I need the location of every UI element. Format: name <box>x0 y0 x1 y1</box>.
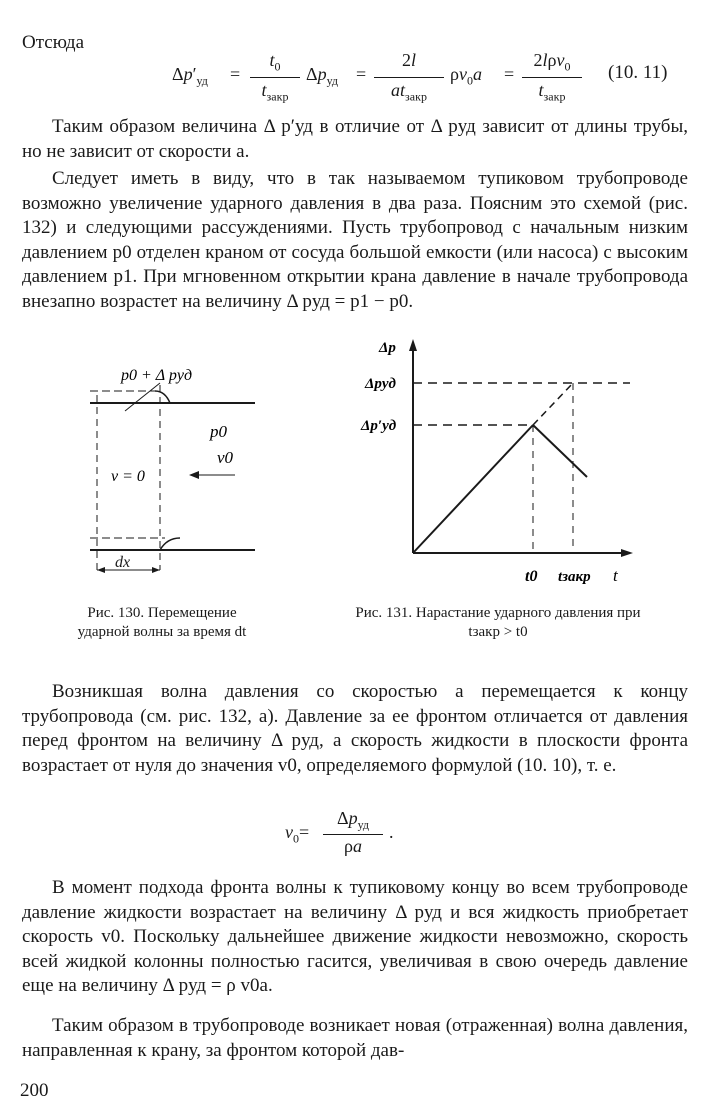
fig131-rise-line <box>413 425 533 553</box>
fig131-x-tick-t0: t0 <box>525 568 538 585</box>
fig130-top-front <box>155 391 170 403</box>
equation-10-11: $\Delta p'_{уд}$ = $t_0$ $t_{закр}$ $\Delta p_{уд}$ = 2l $at_{закр}$ $\rho v_0a$ = 2lρv$_0$ $t_{закр}$ <box>172 50 572 110</box>
fig130-label-p0: p0 <box>210 422 227 441</box>
paragraph-4: В момент подхода фронта волны к тупиковому концу во всем трубопроводе давление жидкости возрастает на величину Δ pуд и вся жидкость приобретает скорость v0. Поскольку дальнейшее движение жидкости невозможно, скорость всей жидкой колонны полностью гасится, увеличивая в свою очередь давление еще на величину Δ pуд = ρ v0a. <box>22 877 688 996</box>
fig131-x-axis-label: t <box>613 566 618 585</box>
paragraph-3: Возникшая волна давления со скоростью a перемещается к концу трубопровода (см. рис. 132, a). Давление за ее фронтом отличается от давления перед фронтом на величину Δ pуд, а скорость жидкости в плоскости фронта возрастает от нуля до значения v0, определяемого формулой (10. 10), т. е. <box>22 681 688 776</box>
paragraph-2: Следует иметь в виду, что в так называемом тупиковом трубопроводе возможно увеличение ударного давления в два раза. Поясним это схемой (рис. 132) и следующими рассуждениями. Пусть трубопровод с начальным низким давлением p0 отделен краном от сосуда большой емкости (или насоса) с высоким давлением p1. При мгновенном открытии крана давление в начале трубопровода внезапно возрастет на величину Δ pуд = p1 − p0. <box>22 168 688 312</box>
fig130-label-dx: dx <box>115 554 131 571</box>
equation-v0: $v_0=$ $\Delta p_{уд}$ ρa . <box>285 808 394 856</box>
fig131-y-axis-label: Δp <box>379 340 396 356</box>
fig130-dx-left-arrowhead <box>97 567 105 573</box>
equation-number-10-11: (10. 11) <box>608 62 668 83</box>
fig131-rise-dashed <box>533 383 573 425</box>
fig130-bottom-front <box>160 538 180 550</box>
fig130-leader <box>125 383 160 411</box>
fig130-label-v0: v0 <box>217 448 234 467</box>
paragraph-5: Таким образом в трубопроводе возникает новая (отраженная) волна давления, направленная к крану, за фронтом которой дав- <box>22 1015 688 1061</box>
fig130-label-top: p0 + Δ pуд <box>121 367 193 384</box>
fig131-y-arrowhead <box>409 339 417 351</box>
fig131-caption: Рис. 131. Нарастание ударного давления при tзакр > t0 <box>355 605 641 640</box>
fig131-y-tick-dpud: Δpуд <box>365 376 396 392</box>
fig131-x-arrowhead <box>621 549 633 557</box>
fig130-caption: Рис. 130. Перемещение ударной волны за время dt <box>77 605 247 640</box>
figure-131 <box>355 335 645 590</box>
fig130-label-v: v = 0 <box>111 468 145 485</box>
fig131-x-tick-tzakr: tзакр <box>558 569 591 585</box>
fig131-y-tick-dpud-prime: Δp′уд <box>361 418 397 434</box>
page-number: 200 <box>20 1080 49 1101</box>
figure-130 <box>85 355 265 585</box>
fig130-arrowhead <box>189 471 199 479</box>
paragraph-1: Таким образом величина Δ p′уд в отличие от Δ pуд зависит от длины трубы, но не зависит от скорости a. <box>22 116 688 162</box>
fig130-dx-right-arrowhead <box>152 567 160 573</box>
fig131-fall-line <box>533 425 587 477</box>
lead-word: Отсюда <box>22 32 85 53</box>
